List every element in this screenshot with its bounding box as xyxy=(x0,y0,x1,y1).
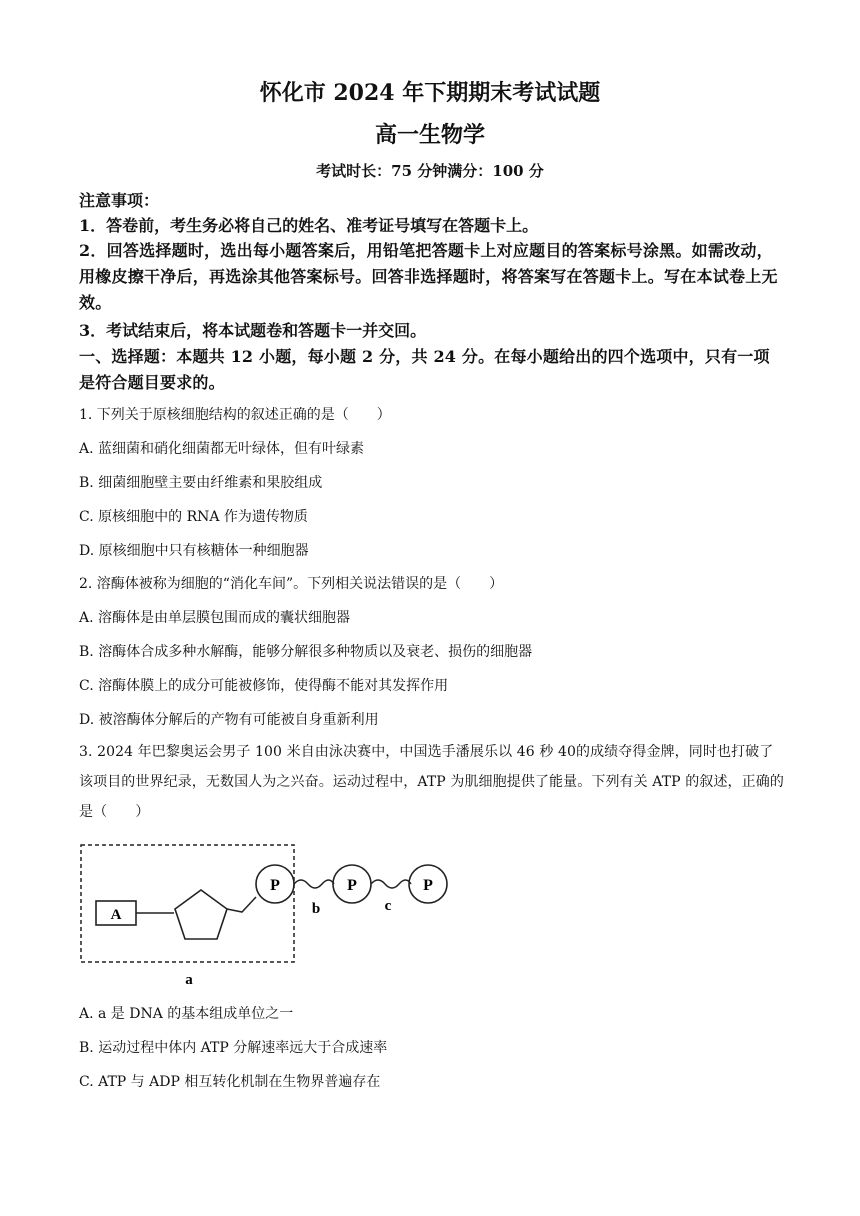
question-stem: 1. 下列关于原核细胞结构的叙述正确的是（ ） xyxy=(79,407,391,423)
question-option: B. 溶酶体合成多种水解酶，能够分解很多种物质以及衰老、损伤的细胞器 xyxy=(79,644,533,660)
notice-item: 2．回答选择题时，选出每小题答案后，用铅笔把答题卡上对应题目的答案标号涂黑。如需改动，用橡皮擦干净后，再选涂其他答案标号。回答非选择题时，将答案写在答题卡上。写在本试卷上无效。 xyxy=(79,241,778,312)
label-b: b xyxy=(311,901,321,917)
notice-heading: 注意事项： xyxy=(79,191,160,210)
question-option: C. 溶酶体膜上的成分可能被修饰，使得酶不能对其发挥作用 xyxy=(79,678,449,694)
bond-line xyxy=(227,897,256,912)
question-option: C. ATP 与 ADP 相互转化机制在生物界普遍存在 xyxy=(79,1074,381,1090)
atp-structure-diagram xyxy=(76,840,456,990)
question-option: A. 溶酶体是由单层膜包围而成的囊状细胞器 xyxy=(79,610,351,626)
dashed-box xyxy=(81,845,294,962)
notice-item: 3．考试结束后，将本试题卷和答题卡一并交回。 xyxy=(79,321,427,340)
notice-item: 1．答卷前，考生务必将自己的姓名、准考证号填写在答题卡上。 xyxy=(79,216,539,235)
label-c: c xyxy=(384,898,392,914)
question-stem: 3. 2024 年巴黎奥运会男子 100 米自由泳决赛中，中国选手潘展乐以 46 秒 40的成绩夺得金牌，同时也打破了该项目的世界纪录，无数国人为之兴奋。运动过程中，ATP 为肌细胞提供了能量。下列有关 ATP 的叙述，正确的是（ ） xyxy=(79,744,784,820)
question-option: D. 原核细胞中只有核糖体一种细胞器 xyxy=(79,543,309,559)
question-option: B. 细菌细胞壁主要由纤维素和果胶组成 xyxy=(79,475,323,491)
question-stem: 2. 溶酶体被称为细胞的“消化车间”。下列相关说法错误的是（ ） xyxy=(79,576,504,592)
label-A: A xyxy=(110,907,122,923)
question-option: A. 蓝细菌和硝化细菌都无叶绿体，但有叶绿素 xyxy=(79,441,365,457)
high-energy-bond-c xyxy=(371,880,411,888)
label-P: P xyxy=(347,877,357,894)
exam-info: 考试时长：75 分钟满分：100 分 xyxy=(316,162,544,180)
label-P: P xyxy=(270,877,280,894)
label-a: a xyxy=(185,972,193,988)
exam-title: 怀化市 2024 年下期期末考试试题 xyxy=(259,80,601,106)
high-energy-bond-b xyxy=(294,880,334,888)
question-option: A. a 是 DNA 的基本组成单位之一 xyxy=(79,1006,294,1022)
label-P: P xyxy=(423,877,433,894)
ribose-pentagon xyxy=(175,890,227,939)
question-option: B. 运动过程中体内 ATP 分解速率远大于合成速率 xyxy=(79,1040,388,1056)
section-heading: 一、选择题：本题共 12 小题，每小题 2 分，共 24 分。在每小题给出的四个选项中，只有一项是符合题目要求的。 xyxy=(79,347,770,392)
exam-subtitle: 高一生物学 xyxy=(374,122,485,148)
question-option: D. 被溶酶体分解后的产物有可能被自身重新利用 xyxy=(79,712,379,728)
question-option: C. 原核细胞中的 RNA 作为遗传物质 xyxy=(79,509,308,525)
